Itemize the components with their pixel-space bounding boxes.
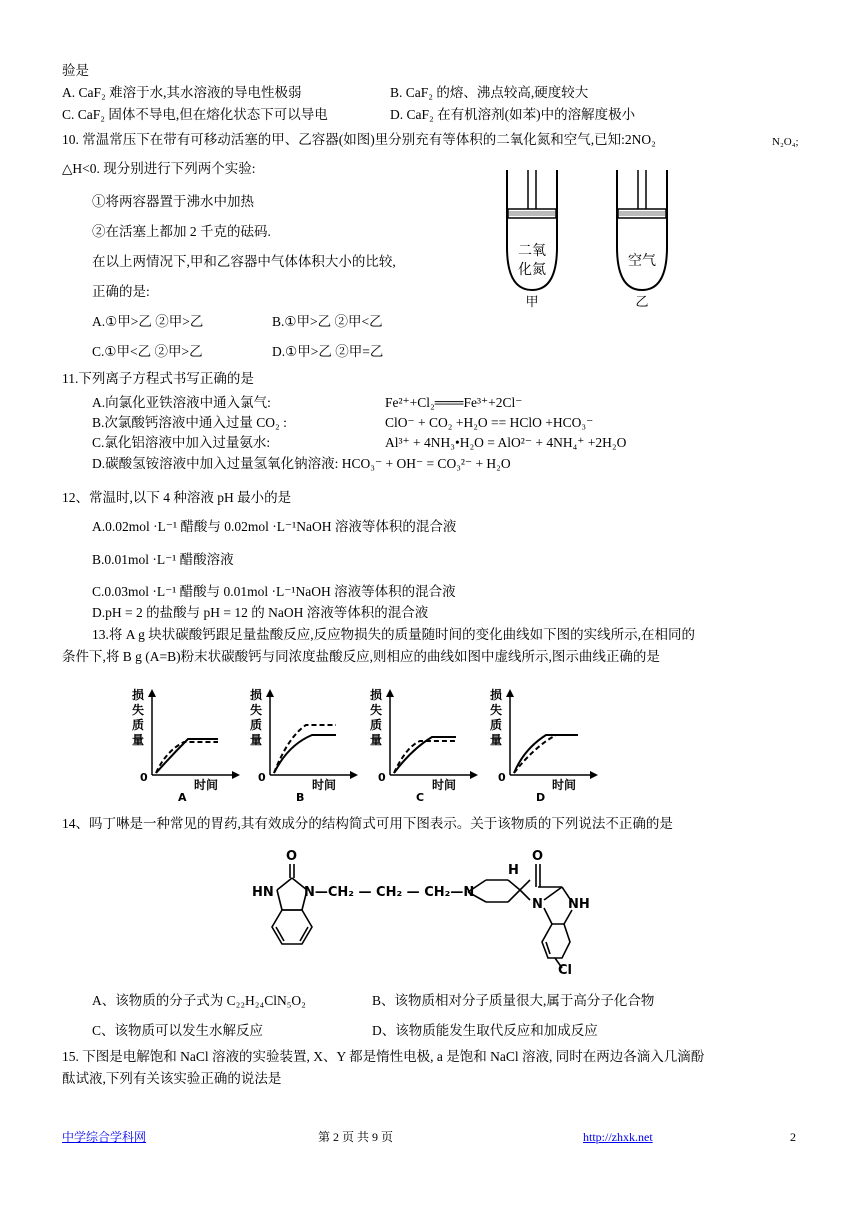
container-yi — [617, 170, 667, 310]
q13-panel-d — [490, 687, 598, 804]
dashed-curve — [514, 735, 578, 773]
y-axis-label-char: 损 — [132, 688, 145, 702]
y-arrow — [266, 689, 274, 697]
solid-curve — [514, 735, 578, 773]
y-axis-label-char: 质 — [370, 718, 383, 732]
q12-stem: 12、常温时,以下 4 种溶液 pH 最小的是 — [62, 490, 292, 505]
origin-label: 0 — [378, 771, 386, 784]
right-n: N — [532, 897, 543, 912]
q14-option-a: A、该物质的分子式为 C₂₂H₂₄ClN₅O₂ — [92, 993, 306, 1008]
q10-option-b: B.①甲>乙 ②甲<乙 — [272, 314, 383, 329]
q15-stem-line1: 15. 下图是电解饱和 NaCl 溶液的实验装置, X、Y 都是惰性电极, a 是饱和 NaCl 溶液, 同时在两边各滴入几滴酚 — [62, 1049, 705, 1064]
dashed-curve — [274, 725, 336, 773]
footer-site-link[interactable]: 中学综合学科网 — [62, 1130, 147, 1144]
y-axis-label-char: 量 — [370, 733, 383, 747]
solid-curve — [274, 735, 336, 773]
q13-stem-line2: 条件下,将 B g (A=B)粉末状碳酸钙与同浓度盐酸反应,则相应的曲线如图中虚线所示,图示曲线正确的是 — [62, 649, 660, 664]
q9-option-c: C. CaF₂ 固体不导电,但在熔化状态下可以导电 — [62, 107, 328, 122]
y-axis-label-char: 损 — [250, 688, 263, 702]
q14-option-b: B、该物质相对分子质量很大,属于高分子化合物 — [372, 993, 655, 1008]
y-arrow — [506, 689, 514, 697]
left-chain: N—CH₂ — CH₂ — CH₂—N — [304, 885, 475, 900]
y-arrow — [148, 689, 156, 697]
q10-stem-product: N₂O₄; — [772, 136, 799, 148]
q10-option-d: D.①甲>乙 ②甲=乙 — [272, 344, 384, 359]
q9-option-b: B. CaF₂ 的熔、沸点较高,硬度较大 — [390, 85, 589, 100]
q10-compare-text2: 正确的是: — [92, 284, 150, 299]
q12-option-b: B.0.01mol ·L⁻¹ 醋酸溶液 — [92, 552, 234, 567]
footer-url-link[interactable]: http://zhxk.net — [583, 1130, 653, 1144]
ring-h: H — [508, 863, 519, 878]
y-axis-label-char: 失 — [370, 703, 383, 717]
panel-label: C — [416, 791, 425, 804]
container-label-yi: 乙 — [635, 295, 649, 310]
q13-panel-b — [250, 687, 358, 804]
y-axis-label-char: 失 — [132, 703, 145, 717]
y-axis-label-char: 损 — [490, 688, 503, 702]
q10-option-c: C.①甲<乙 ②甲>乙 — [92, 344, 203, 359]
right-nh: NH — [568, 897, 590, 912]
dashed-curve — [156, 742, 218, 773]
x-axis-label: 时间 — [432, 778, 457, 792]
panel-label: D — [536, 791, 546, 804]
y-axis-label-char: 失 — [490, 703, 503, 717]
q13-panel-a — [132, 687, 240, 804]
q14-option-c: C、该物质可以发生水解反应 — [92, 1023, 264, 1038]
container-label-jia: 甲 — [525, 295, 539, 310]
q11-equation-b: ClO⁻ + CO₂ +H₂O == HClO +HCO₃⁻ — [385, 415, 594, 430]
gas-label-no2-1: 二氧 — [518, 243, 546, 259]
q11-option-c: C.氯化铝溶液中加入过量氨水: — [92, 435, 271, 450]
y-axis-label-char: 失 — [250, 703, 263, 717]
origin-label: 0 — [498, 771, 506, 784]
q10-option-a: A.①甲>乙 ②甲>乙 — [92, 314, 204, 329]
q13-stem-line1: 13.将 A g 块状碳酸钙跟足量盐酸反应,反应物损失的质量随时间的变化曲线如下图的实线所示,在相同的 — [92, 627, 696, 642]
q13-curve-figures — [130, 685, 610, 805]
chloro-substituent: Cl — [558, 963, 572, 977]
x-arrow — [470, 771, 478, 779]
q11-equation-c: Al³⁺ + 4NH₃•H₂O = AlO²⁻ + 4NH₄⁺ +2H₂O — [385, 435, 627, 450]
q12-option-c: C.0.03mol ·L⁻¹ 醋酸与 0.01mol ·L⁻¹NaOH 溶液等体积的混合液 — [92, 584, 456, 599]
q10-experiment-2: ②在活塞上都加 2 千克的砝码. — [92, 224, 271, 239]
q10-stem-line1: 10. 常温常压下在带有可移动活塞的甲、乙容器(如图)里分别充有等体积的二氧化氮和空气,已知:2NO₂ — [62, 132, 656, 147]
panel-label: A — [178, 791, 187, 804]
y-axis-label-char: 量 — [132, 733, 145, 747]
footer-page-indicator: 第 2 页 共 9 页 — [318, 1130, 394, 1144]
q11-option-d: D.碳酸氢铵溶液中加入过量氢氧化钠溶液: HCO₃⁻ + OH⁻ = CO₃²⁻ + H₂O — [92, 456, 511, 471]
container-jia — [507, 170, 557, 310]
q14-stem: 14、吗丁啉是一种常见的胃药,其有效成分的结构简式可用下图表示。关于该物质的下列说法不正确的是 — [62, 816, 673, 831]
q13-panel-c — [370, 687, 478, 804]
domperidone-structure — [250, 842, 610, 977]
q15-stem-line2: 酞试液,下列有关该实验正确的说法是 — [62, 1071, 282, 1086]
y-arrow — [386, 689, 394, 697]
x-arrow — [590, 771, 598, 779]
y-axis-label-char: 量 — [250, 733, 263, 747]
q12-option-d: D.pH = 2 的盐酸与 pH = 12 的 NaOH 溶液等体积的混合液 — [92, 605, 429, 620]
left-hn: HN — [252, 885, 274, 900]
q11-stem: 11.下列离子方程式书写正确的是 — [62, 371, 254, 386]
q9-option-d: D. CaF₂ 在有机溶剂(如苯)中的溶解度极小 — [390, 107, 636, 122]
q12-option-a: A.0.02mol ·L⁻¹ 醋酸与 0.02mol ·L⁻¹NaOH 溶液等体积的混合液 — [92, 519, 457, 534]
y-axis-label-char: 质 — [132, 718, 145, 732]
q9-tail-line: 验是 — [62, 63, 89, 78]
x-axis-label: 时间 — [552, 778, 577, 792]
origin-label: 0 — [140, 771, 148, 784]
y-axis-label-char: 损 — [370, 688, 383, 702]
q10-containers-figure — [495, 162, 695, 310]
q11-option-a: A.向氯化亚铁溶液中通入氯气: — [92, 395, 271, 410]
q14-option-d: D、该物质能发生取代反应和加成反应 — [372, 1023, 598, 1038]
dashed-curve — [394, 741, 456, 773]
q10-stem-line2: △H<0. 现分别进行下列两个实验: — [62, 161, 256, 176]
x-axis-label: 时间 — [312, 778, 337, 792]
y-axis-label-char: 质 — [250, 718, 263, 732]
panel-label: B — [296, 791, 305, 804]
right-carbonyl-o: O — [532, 849, 544, 864]
footer-page-number: 2 — [790, 1130, 796, 1144]
left-carbonyl-o: O — [286, 849, 298, 864]
q9-option-a: A. CaF₂ 难溶于水,其水溶液的导电性极弱 — [62, 85, 302, 100]
y-axis-label-char: 量 — [490, 733, 503, 747]
x-arrow — [232, 771, 240, 779]
gas-label-air: 空气 — [628, 253, 656, 269]
x-arrow — [350, 771, 358, 779]
gas-label-no2-2: 化氮 — [518, 262, 546, 278]
origin-label: 0 — [258, 771, 266, 784]
q11-equation-a: Fe²⁺+Cl₂═══Fe³⁺+2Cl⁻ — [385, 395, 523, 410]
q10-experiment-1: ①将两容器置于沸水中加热 — [92, 194, 254, 209]
q11-option-b: B.次氯酸钙溶液中通入过量 CO₂ : — [92, 415, 287, 430]
x-axis-label: 时间 — [194, 778, 219, 792]
y-axis-label-char: 质 — [490, 718, 503, 732]
q10-compare-text: 在以上两情况下,甲和乙容器中气体体积大小的比较, — [92, 254, 396, 269]
